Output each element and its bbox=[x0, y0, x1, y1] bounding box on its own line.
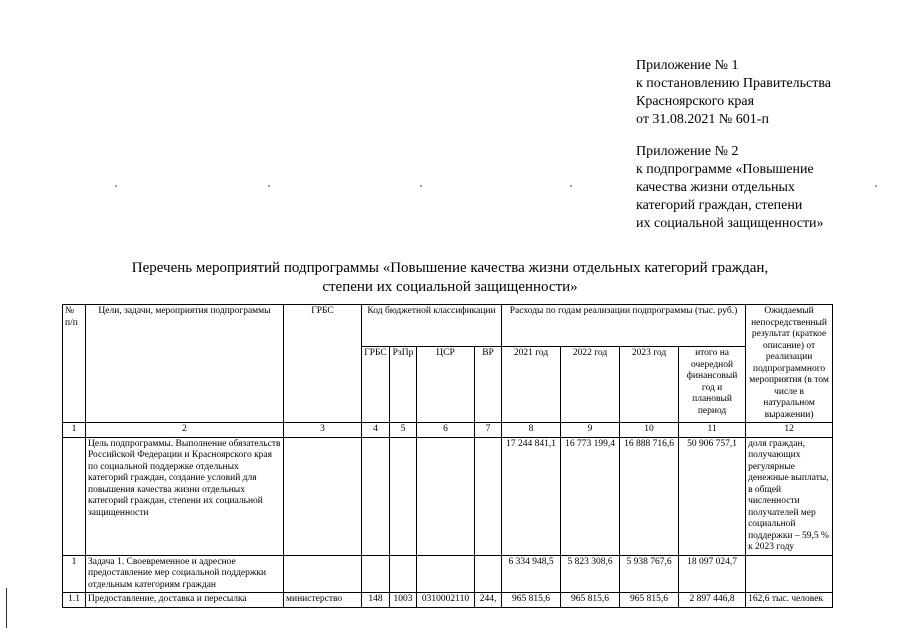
row-name: Задача 1. Своевременное и адресное предоставление мер социальной поддержки отдельным категориям граждан bbox=[86, 555, 284, 593]
row-grbs: министерство bbox=[284, 593, 362, 608]
column-number: 11 bbox=[679, 423, 746, 438]
column-number: 12 bbox=[746, 423, 833, 438]
header-goals: Цели, задачи, мероприятия подпрограммы bbox=[86, 305, 284, 423]
subheader-csr: ЦСР bbox=[417, 347, 475, 423]
subheader-total: итого на очередной финансовый год и плановый период bbox=[679, 347, 746, 423]
appendix-2-line: качества жизни отдельных bbox=[636, 180, 795, 195]
subheader-vr: ВР bbox=[475, 347, 502, 423]
row-grbs-code bbox=[362, 437, 390, 555]
row-2021: 17 244 841,1 bbox=[502, 437, 561, 555]
row-result bbox=[746, 555, 833, 593]
row-2023: 965 815,6 bbox=[620, 593, 679, 608]
column-number: 8 bbox=[502, 423, 561, 438]
subheader-2021: 2021 год bbox=[502, 347, 561, 423]
scan-dot bbox=[268, 185, 270, 187]
row-vr: 244, bbox=[475, 593, 502, 608]
subheader-rzpr: РзПр bbox=[390, 347, 417, 423]
row-2021: 6 334 948,5 bbox=[502, 555, 561, 593]
scan-dot bbox=[115, 185, 117, 187]
document-title-line-2: степени их социальной защищенности» bbox=[322, 279, 578, 295]
row-csr bbox=[417, 437, 475, 555]
row-num bbox=[63, 437, 86, 555]
scan-dot bbox=[420, 185, 422, 187]
row-vr bbox=[475, 555, 502, 593]
appendix-2-line: их социальной защищенности» bbox=[636, 216, 824, 231]
scan-dot bbox=[875, 185, 877, 187]
header-num: № п/п bbox=[63, 305, 86, 423]
row-2022: 5 823 308,6 bbox=[561, 555, 620, 593]
row-total: 18 097 024,7 bbox=[679, 555, 746, 593]
appendix-1-header bbox=[636, 57, 831, 129]
header-result: Ожидаемый непосредственный результат (краткое описание) от реализации подпрограммного мероприятия (в том числе в натуральном выражении) bbox=[746, 305, 833, 423]
column-number: 10 bbox=[620, 423, 679, 438]
appendix-2-line: категорий граждан, степени bbox=[636, 198, 803, 213]
row-num: 1 bbox=[63, 555, 86, 593]
document-title bbox=[60, 259, 840, 297]
row-rzpr bbox=[390, 437, 417, 555]
document-title-line-1: Перечень мероприятий подпрограммы «Повышение качества жизни отдельных категорий граждан, bbox=[131, 260, 769, 276]
column-number: 4 bbox=[362, 423, 390, 438]
row-2022: 16 773 199,4 bbox=[561, 437, 620, 555]
column-number: 9 bbox=[561, 423, 620, 438]
column-number: 5 bbox=[390, 423, 417, 438]
row-rzpr: 1003 bbox=[390, 593, 417, 608]
row-grbs-code bbox=[362, 555, 390, 593]
row-total: 2 897 446,8 bbox=[679, 593, 746, 608]
measures-table bbox=[62, 304, 833, 608]
column-number: 6 bbox=[417, 423, 475, 438]
scan-dots bbox=[0, 185, 899, 189]
row-2023: 5 938 767,6 bbox=[620, 555, 679, 593]
row-result: доля граждан, получающих регулярные денежные выплаты, в общей численности получателей мер социальной поддержки – 59,5 % к 2023 году bbox=[746, 437, 833, 555]
subheader-grbs: ГРБС bbox=[362, 347, 390, 423]
column-number: 3 bbox=[284, 423, 362, 438]
column-number: 1 bbox=[63, 423, 86, 438]
header-budget-code: Код бюджетной классификации bbox=[362, 305, 502, 347]
row-csr: 0310002110 bbox=[417, 593, 475, 608]
appendix-1-line: к постановлению Правительства bbox=[636, 76, 832, 91]
row-total: 50 906 757,1 bbox=[679, 437, 746, 555]
header-grbs: ГРБС bbox=[284, 305, 362, 423]
row-csr bbox=[417, 555, 475, 593]
row-2022: 965 815,6 bbox=[561, 593, 620, 608]
subheader-2022: 2022 год bbox=[561, 347, 620, 423]
row-vr bbox=[475, 437, 502, 555]
table-row bbox=[63, 593, 833, 608]
header-expenses: Расходы по годам реализации подпрограммы (тыс. руб.) bbox=[502, 305, 746, 347]
column-number: 2 bbox=[86, 423, 284, 438]
column-number: 7 bbox=[475, 423, 502, 438]
row-2023: 16 888 716,6 bbox=[620, 437, 679, 555]
header-row bbox=[63, 305, 833, 347]
appendix-1-line: Приложение № 1 bbox=[636, 58, 739, 73]
row-result: 162,6 тыс. человек bbox=[746, 593, 833, 608]
scan-dot bbox=[570, 185, 572, 187]
row-grbs-code: 148 bbox=[362, 593, 390, 608]
appendix-2-line: к подпрограмме «Повышение bbox=[636, 162, 814, 177]
appendix-1-line: Красноярского края bbox=[636, 94, 755, 109]
column-number-row bbox=[63, 423, 833, 438]
row-name: Предоставление, доставка и пересылка bbox=[86, 593, 284, 608]
scan-margin-line bbox=[6, 588, 7, 628]
row-grbs bbox=[284, 437, 362, 555]
appendix-1-line: от 31.08.2021 № 601-п bbox=[636, 112, 769, 127]
table-row bbox=[63, 437, 833, 555]
row-rzpr bbox=[390, 555, 417, 593]
appendix-2-line: Приложение № 2 bbox=[636, 144, 739, 159]
subheader-2023: 2023 год bbox=[620, 347, 679, 423]
row-name: Цель подпрограммы. Выполнение обязательств Российской Федерации и Красноярского края по социальной поддержке отдельных категорий граждан, создание условий для повышения качества жизни отдельных категорий граждан, степени их социальной защищенности bbox=[86, 437, 284, 555]
row-2021: 965 815,6 bbox=[502, 593, 561, 608]
row-grbs bbox=[284, 555, 362, 593]
row-num: 1.1 bbox=[63, 593, 86, 608]
table-row bbox=[63, 555, 833, 593]
